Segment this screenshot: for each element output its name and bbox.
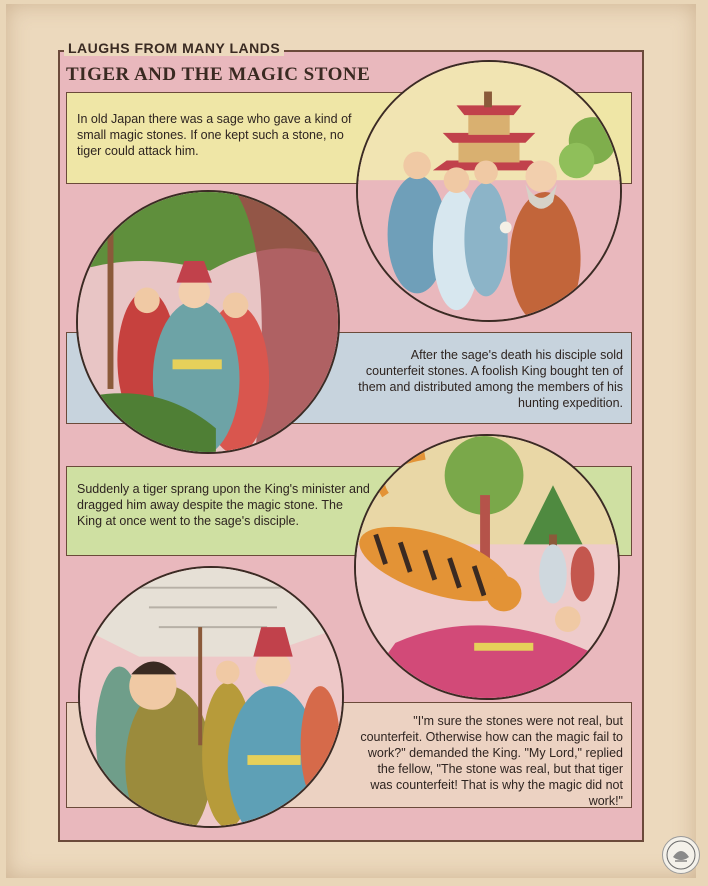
- panel-3-tiger-attack-illustration: [354, 434, 620, 700]
- story-title: TIGER AND THE MAGIC STONE: [66, 64, 371, 85]
- caption-text-3: Suddenly a tiger sprang upon the King's minister and dragged him away despite the magic stone. The King at once went to the sage's disciple.: [77, 482, 370, 528]
- panel-1-sage-illustration: [356, 60, 622, 322]
- caption-text-4: "I'm sure the stones were not real, but counterfeit. Otherwise how can the magic fail to work?" demanded the King. "My Lord," replied the fellow, "The stone was real, but that tiger was counterfeit! That is why the magic did not work!": [360, 714, 623, 808]
- panel-4-king-disciple-illustration: [78, 566, 344, 828]
- caption-text-2: After the sage's death his disciple sold counterfeit stones. A foolish King bought ten of them and distributed among the members of his hunting expedition.: [358, 348, 623, 410]
- publisher-logo: [662, 836, 700, 874]
- panel-2-king-hunting-illustration: [76, 190, 340, 454]
- series-title: LAUGHS FROM MANY LANDS: [64, 40, 284, 56]
- caption-text-1: In old Japan there was a sage who gave a kind of small magic stones. If one kept such a stone, no tiger could attack him.: [77, 112, 352, 158]
